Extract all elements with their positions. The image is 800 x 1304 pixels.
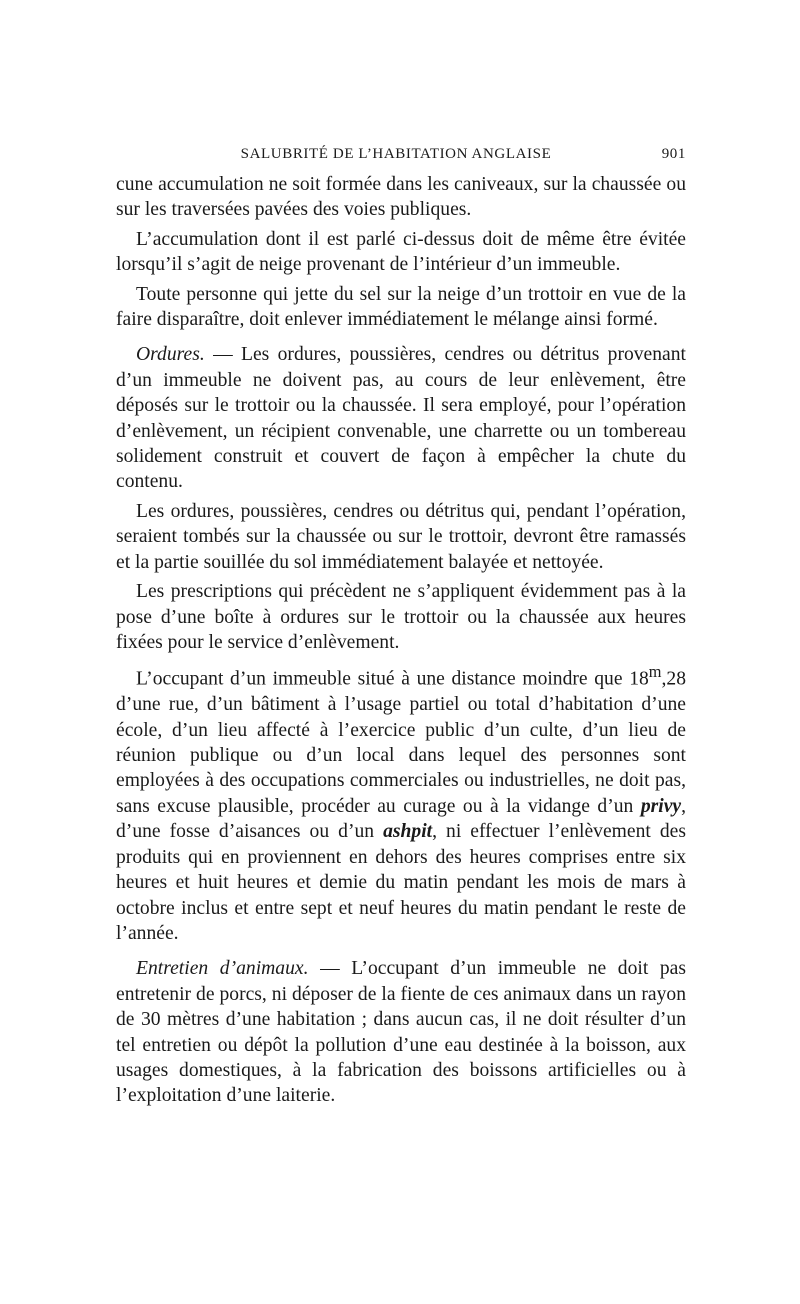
paragraph-animaux xyxy=(116,956,686,1108)
paragraph-privy-text-a: L’occupant d’un immeuble situé à une distance moindre que 18 xyxy=(136,668,649,690)
paragraph-salt-on-snow: Toute personne qui jette du sel sur la neige d’un trottoir en vue de la faire disparaître, doit enlever immédiatement le mélange ainsi formé. xyxy=(116,283,686,331)
paragraph-privy-text-d: , ni effectuer l’enlèvement des produits qui en proviennent en dehors des heures comprises entre six heures et huit heures et demie du matin pendant les mois de mars à octobre inclus et entre sept et neuf heures du matin pendant le reste de l’année. xyxy=(116,821,686,944)
unit-superscript: m xyxy=(648,662,662,682)
paragraph-privy-ashpit xyxy=(116,659,686,946)
paragraph-privy-text-c: , d’une fosse d’aisances ou d’un xyxy=(116,795,686,843)
running-title: SALUBRITÉ DE L’HABITATION ANGLAISE xyxy=(240,146,552,162)
paragraph-snow-accumulation: L’accumulation dont il est parlé ci-dessus doit de même être évitée lorsqu’il s’agit de neige provenant de l’intérieur d’un immeuble. xyxy=(116,228,686,276)
section-heading-ordures: Ordures. xyxy=(136,344,205,366)
body-text xyxy=(116,172,686,1109)
running-head xyxy=(116,146,686,172)
paragraph-ordures-text: — Les ordures, poussières, cendres ou détritus provenant d’un immeuble ne doivent pas, au cours de leur enlèvement, être déposés sur le trottoir ou la chaussée. Il sera employé, pour l’opération d’enlèvement, un récipient convenable, une charrette ou un tombereau solidement construit et couvert de façon à empêcher la chute du contenu. xyxy=(116,344,686,493)
term-privy: privy xyxy=(640,795,682,817)
paragraph-fallen-refuse: Les ordures, poussières, cendres ou détritus qui, pendant l’opération, seraient tombés sur la chaussée ou sur le trottoir, devront être ramassés et la partie souillée du sol immédiatement balayée et nettoyée. xyxy=(116,500,686,573)
paragraph-continuation: cune accumulation ne soit formée dans les caniveaux, sur la chaussée ou sur les traversées pavées des voies publiques. xyxy=(116,174,686,221)
paragraph-animaux-text: — L’occupant d’un immeuble ne doit pas entretenir de porcs, ni déposer de la fiente de ces animaux dans un rayon de 30 mètres d’une habitation ; dans aucun cas, il ne doit résulter d’un tel entretien ou dépôt la pollution d’une eau destinée à la boisson, aux usages domestiques, à la fabrication des boissons artificielles ou à l’exploitation d’une laiterie. xyxy=(116,958,686,1107)
page-number: 901 xyxy=(661,146,686,162)
paragraph-ordures xyxy=(116,342,686,494)
paragraph-privy-text-b: ,28 d’une rue, d’un bâtiment à l’usage partiel ou total d’habitation d’une école, d’un lieu affecté à l’exercice public d’un culte, d’un lieu de réunion publique ou d’un local dans lequel des personnes sont employées à des occupations commerciales ou industrielles, ne doit pas, sans excuse plausible, procéder au curage ou à la vidange d’un xyxy=(116,668,686,817)
paragraph-prescriptions: Les prescriptions qui précèdent ne s’appliquent évidemment pas à la pose d’une boîte à ordures sur le trottoir ou la chaussée aux heures fixées pour le service d’enlèvement. xyxy=(116,581,686,653)
book-page xyxy=(116,146,686,1113)
term-ashpit: ashpit xyxy=(383,821,433,843)
section-heading-animaux: Entretien d’animaux. xyxy=(136,958,309,980)
